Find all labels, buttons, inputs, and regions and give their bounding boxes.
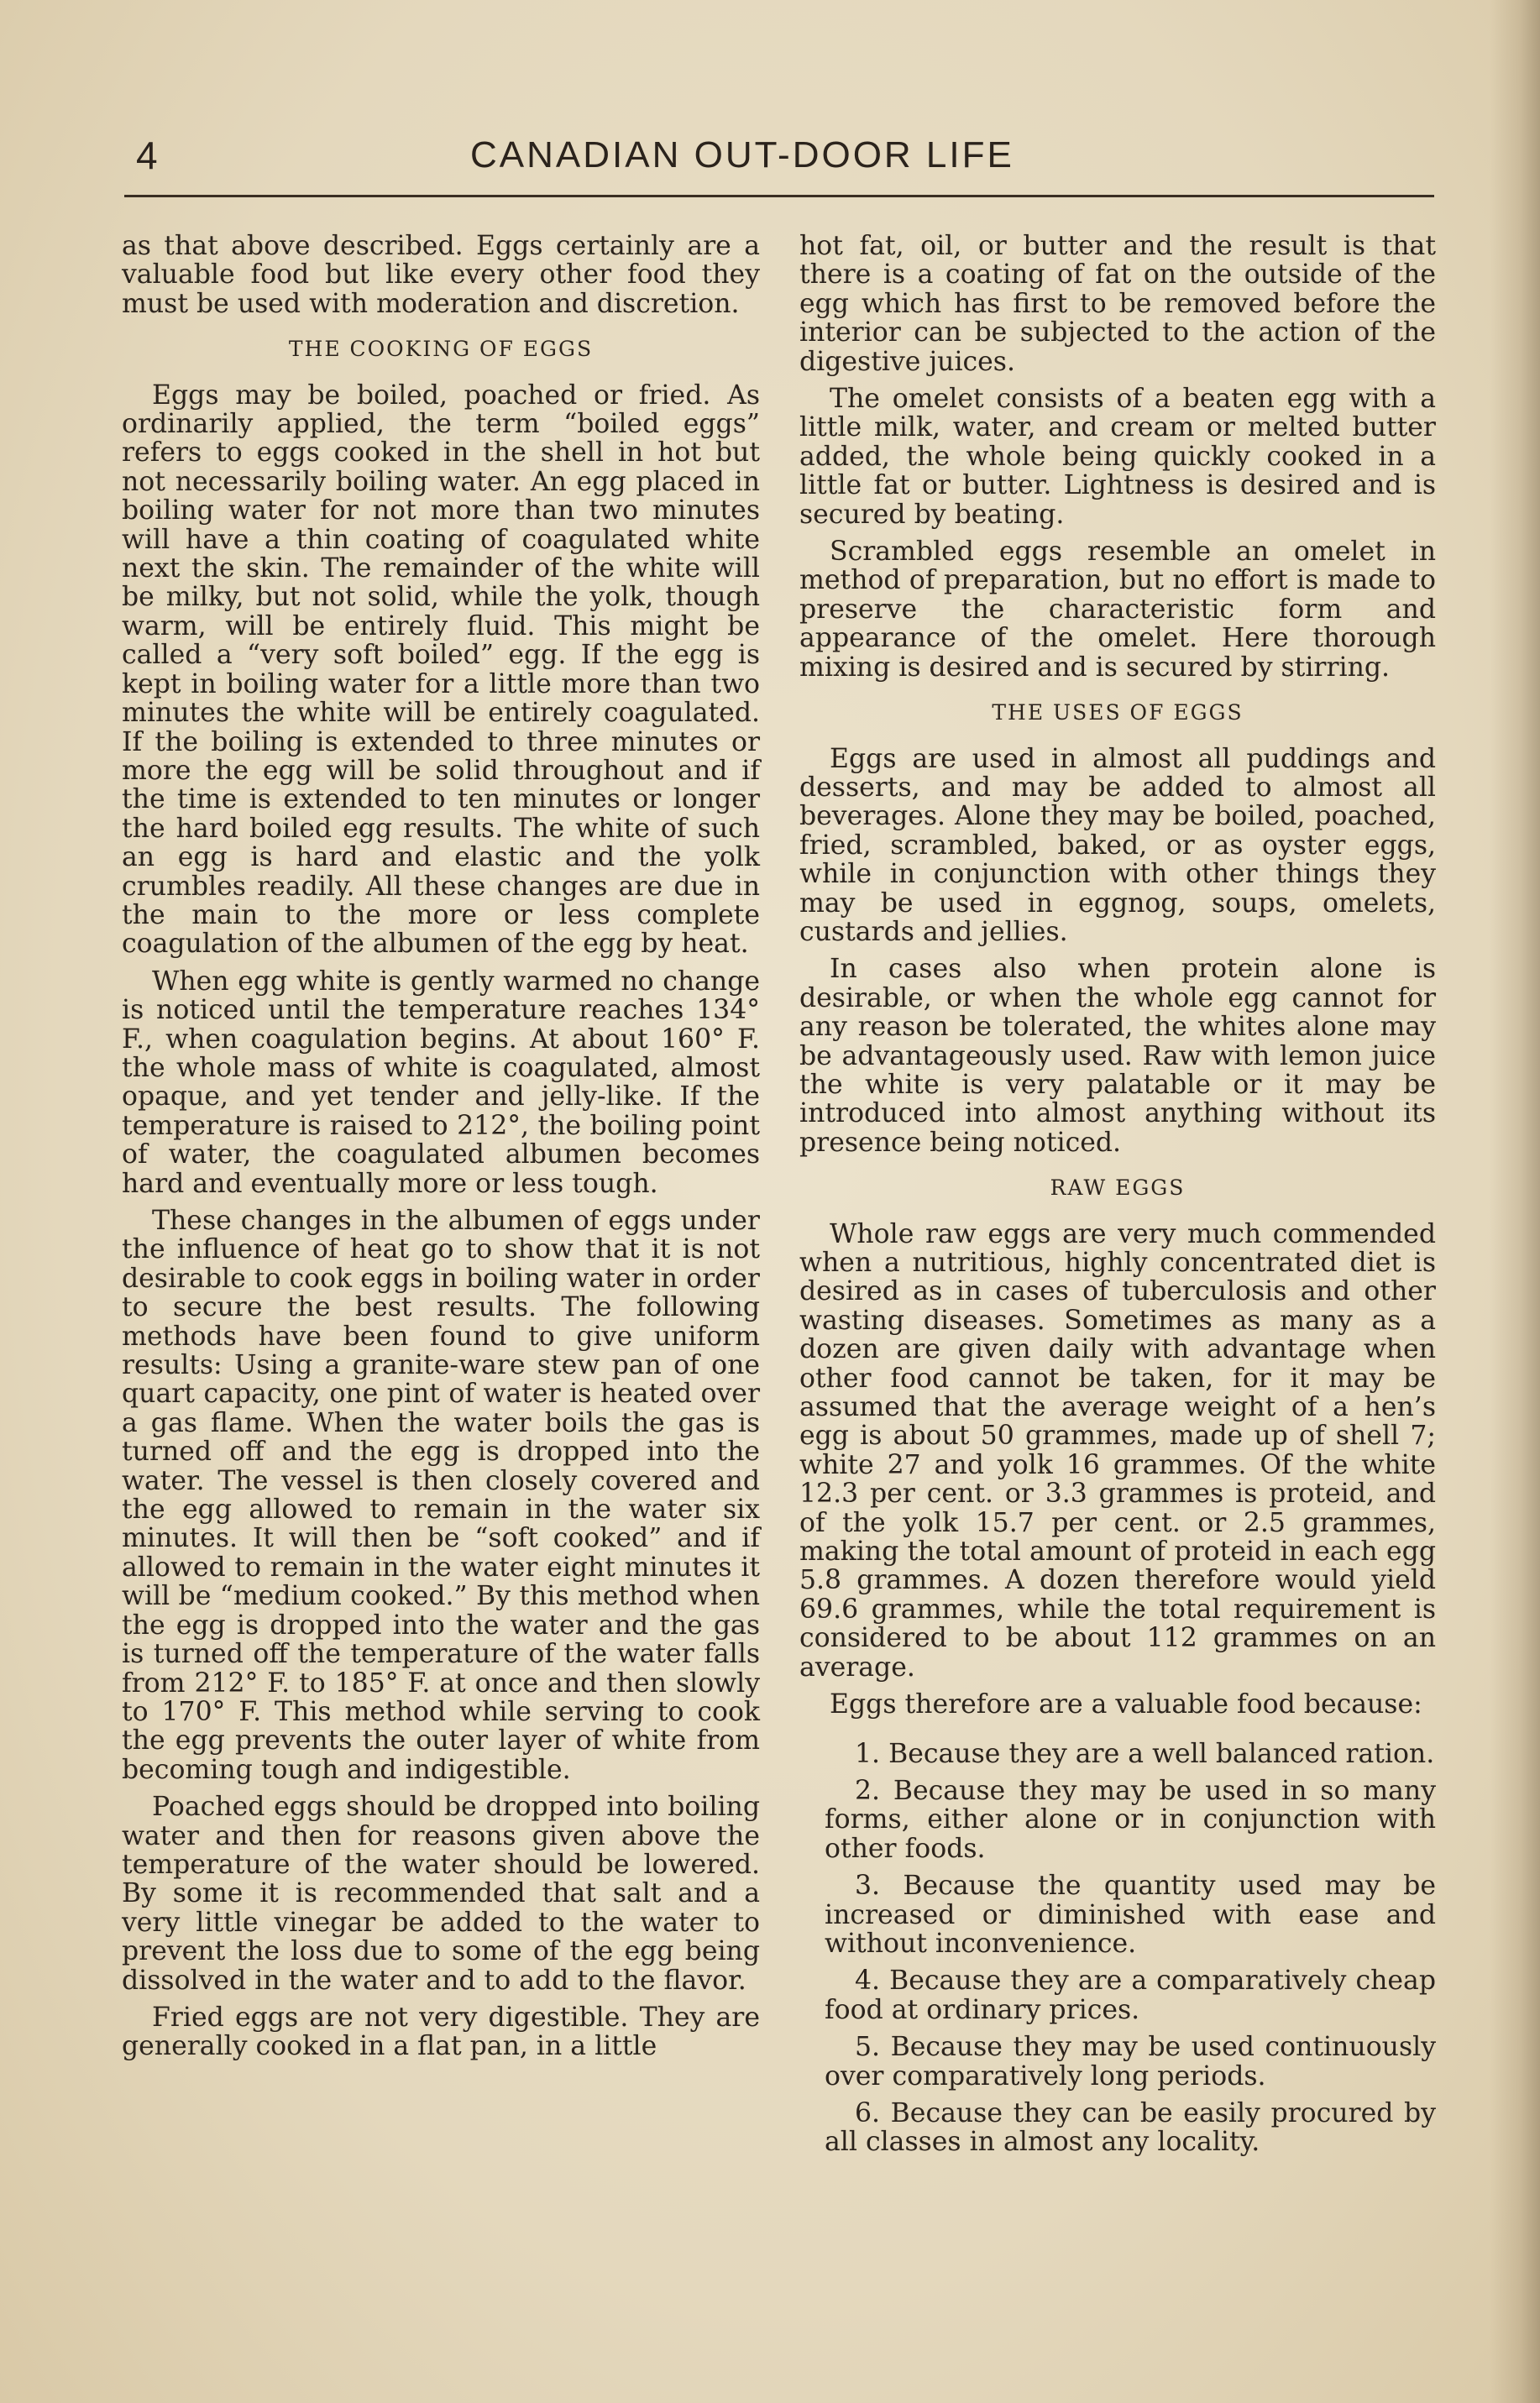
page-spine-shadow [1490,0,1540,2403]
list-intro: Eggs therefore are a valuable food because: [830,1689,1422,1720]
paragraph: These changes in the albumen of eggs under the influence of heat go to show that it is not desirable to cook eggs in boiling water in order to secure the best results. The following methods have been found to give uniform results: Using a granite-ware stew pan of one quart capacity, one pint of water is heated over a gas flame. When the water boils the gas is turned off and the egg is dropped into the water. The vessel is then closely covered and the egg allowed to remain in the water six minutes. It will then be “soft cooked” and if allowed to remain in the water eight minutes it will be “medium cooked.” By this method when the egg is dropped into the water and the gas is turned off the temperature of the water falls from 212° F. to 185° F. at once and then slowly to 170° F. This method while serving to cook the egg prevents the outer layer of white from becoming tough and indigestible. [122,1206,760,1785]
paragraph: as that above described. Eggs certainly are a valuable food but like every other food they must be used with moderation and discretion. [122,231,760,319]
section-heading-raw: RAW EGGS [1050,1175,1186,1201]
right-column [799,232,1436,2165]
paragraph: Scrambled eggs resemble an omelet in method of preparation, but no effort is made to preserve the characteristic form and appearance of the omelet. Here thorough mixing is desired and is secured by stirring. [799,537,1436,683]
left-column [122,232,760,2070]
paragraph: In cases also when protein alone is desirable, or when the whole egg cannot for any reason be tolerated, the whites alone may be advantageously used. Raw with lemon juice the white is very palatable or it may be introduced into almost anything without its presence being noticed. [799,954,1436,1158]
paragraph: Whole raw eggs are very much commended when a nutritious, highly concentrated diet is desired as in cases of tuberculosis and other wasting diseases. Sometimes as many as a dozen are given daily with advantage when other food cannot be taken, for it may be assumed that the average weight of a hen’s egg is about 50 grammes, made up of shell 7; white 27 and yolk 16 grammes. Of the white 12.3 per cent. or 3.3 grammes is proteid, and of the yolk 15.7 per cent. or 2.5 grammes, making the total amount of proteid in each egg 5.8 grammes. A dozen therefore would yield 69.6 grammes, while the total requirement is considered to be about 112 grammes on an average. [799,1218,1436,1683]
list-item: 3. Because the quantity used may be increased or diminished with ease and without inconvenience. [825,1871,1436,1959]
list-item: 4. Because they are a comparatively cheap food at ordinary prices. [825,1966,1436,2025]
header-rule [124,195,1434,197]
paragraph: Eggs are used in almost all puddings and desserts, and may be added to almost all beverages. Alone they may be boiled, poached, fried, scrambled, baked, or as oyster eggs, while in conjunction with other things they may be used in eggnog, soups, omelets, custards and jellies. [799,743,1436,947]
paragraph: When egg white is gently warmed no change is noticed until the temperature reaches 134° F., when coagulation begins. At about 160° F. the whole mass of white is coagulated, almost opaque, and yet tender and jelly-like. If the temperature is raised to 212°, the boiling point of water, the coagulated albumen becomes hard and eventually more or less tough. [122,966,760,1199]
section-heading-uses: THE USES OF EGGS [992,700,1244,725]
running-head: CANADIAN OUT-DOOR LIFE [470,134,1014,175]
paragraph: Eggs may be boiled, poached or fried. As ordinarily applied, the term “boiled eggs” refers to eggs cooked in the shell in hot but not necessarily boiling water. An egg placed in boiling water for not more than two minutes will have a thin coating of coagulated white next the skin. The remainder of the white will be milky, but not solid, while the yolk, though warm, will be entirely fluid. This might be called a “very soft boiled” egg. If the egg is kept in boiling water for a little more than two minutes the white will be entirely coagulated. If the boiling is extended to three minutes or more the egg will be solid throughout and if the time is extended to ten minutes or longer the hard boiled egg results. The white of such an egg is hard and elastic and the yolk crumbles readily. All these changes are due in the main to the more or less complete coagulation of the albumen of the egg by heat. [122,380,760,960]
section-heading-cooking: THE COOKING OF EGGS [288,337,594,362]
paragraph: The omelet consists of a beaten egg with a little milk, water, and cream or melted butter added, the whole being quickly cooked in a little fat or butter. Lightness is desired and is secured by beating. [799,384,1436,530]
list-item: 1. Because they are a well balanced ration. [855,1738,1435,1769]
paragraph: Fried eggs are not very digestible. They are generally cooked in a flat pan, in a little [122,2002,760,2062]
paragraph: hot fat, oil, or butter and the result is that there is a coating of fat on the outside of the egg which has first to be removed before the interior can be subjected to the action of the digestive juices. [799,231,1436,377]
paragraph: Poached eggs should be dropped into boiling water and then for reasons given above the temperature of the water should be lowered. By some it is recommended that salt and a very little vinegar be added to the water to prevent the loss due to some of the egg being dissolved in the water and to add to the flavor. [122,1792,760,1996]
list-item: 6. Because they can be easily procured by all classes in almost any locality. [825,2097,1436,2158]
list-item: 5. Because they may be used continuously over comparatively long periods. [825,2032,1436,2092]
page-number: 4 [136,134,158,177]
list-item: 2. Because they may be used in so many forms, either alone or in conjunction with other foods. [825,1775,1436,1864]
